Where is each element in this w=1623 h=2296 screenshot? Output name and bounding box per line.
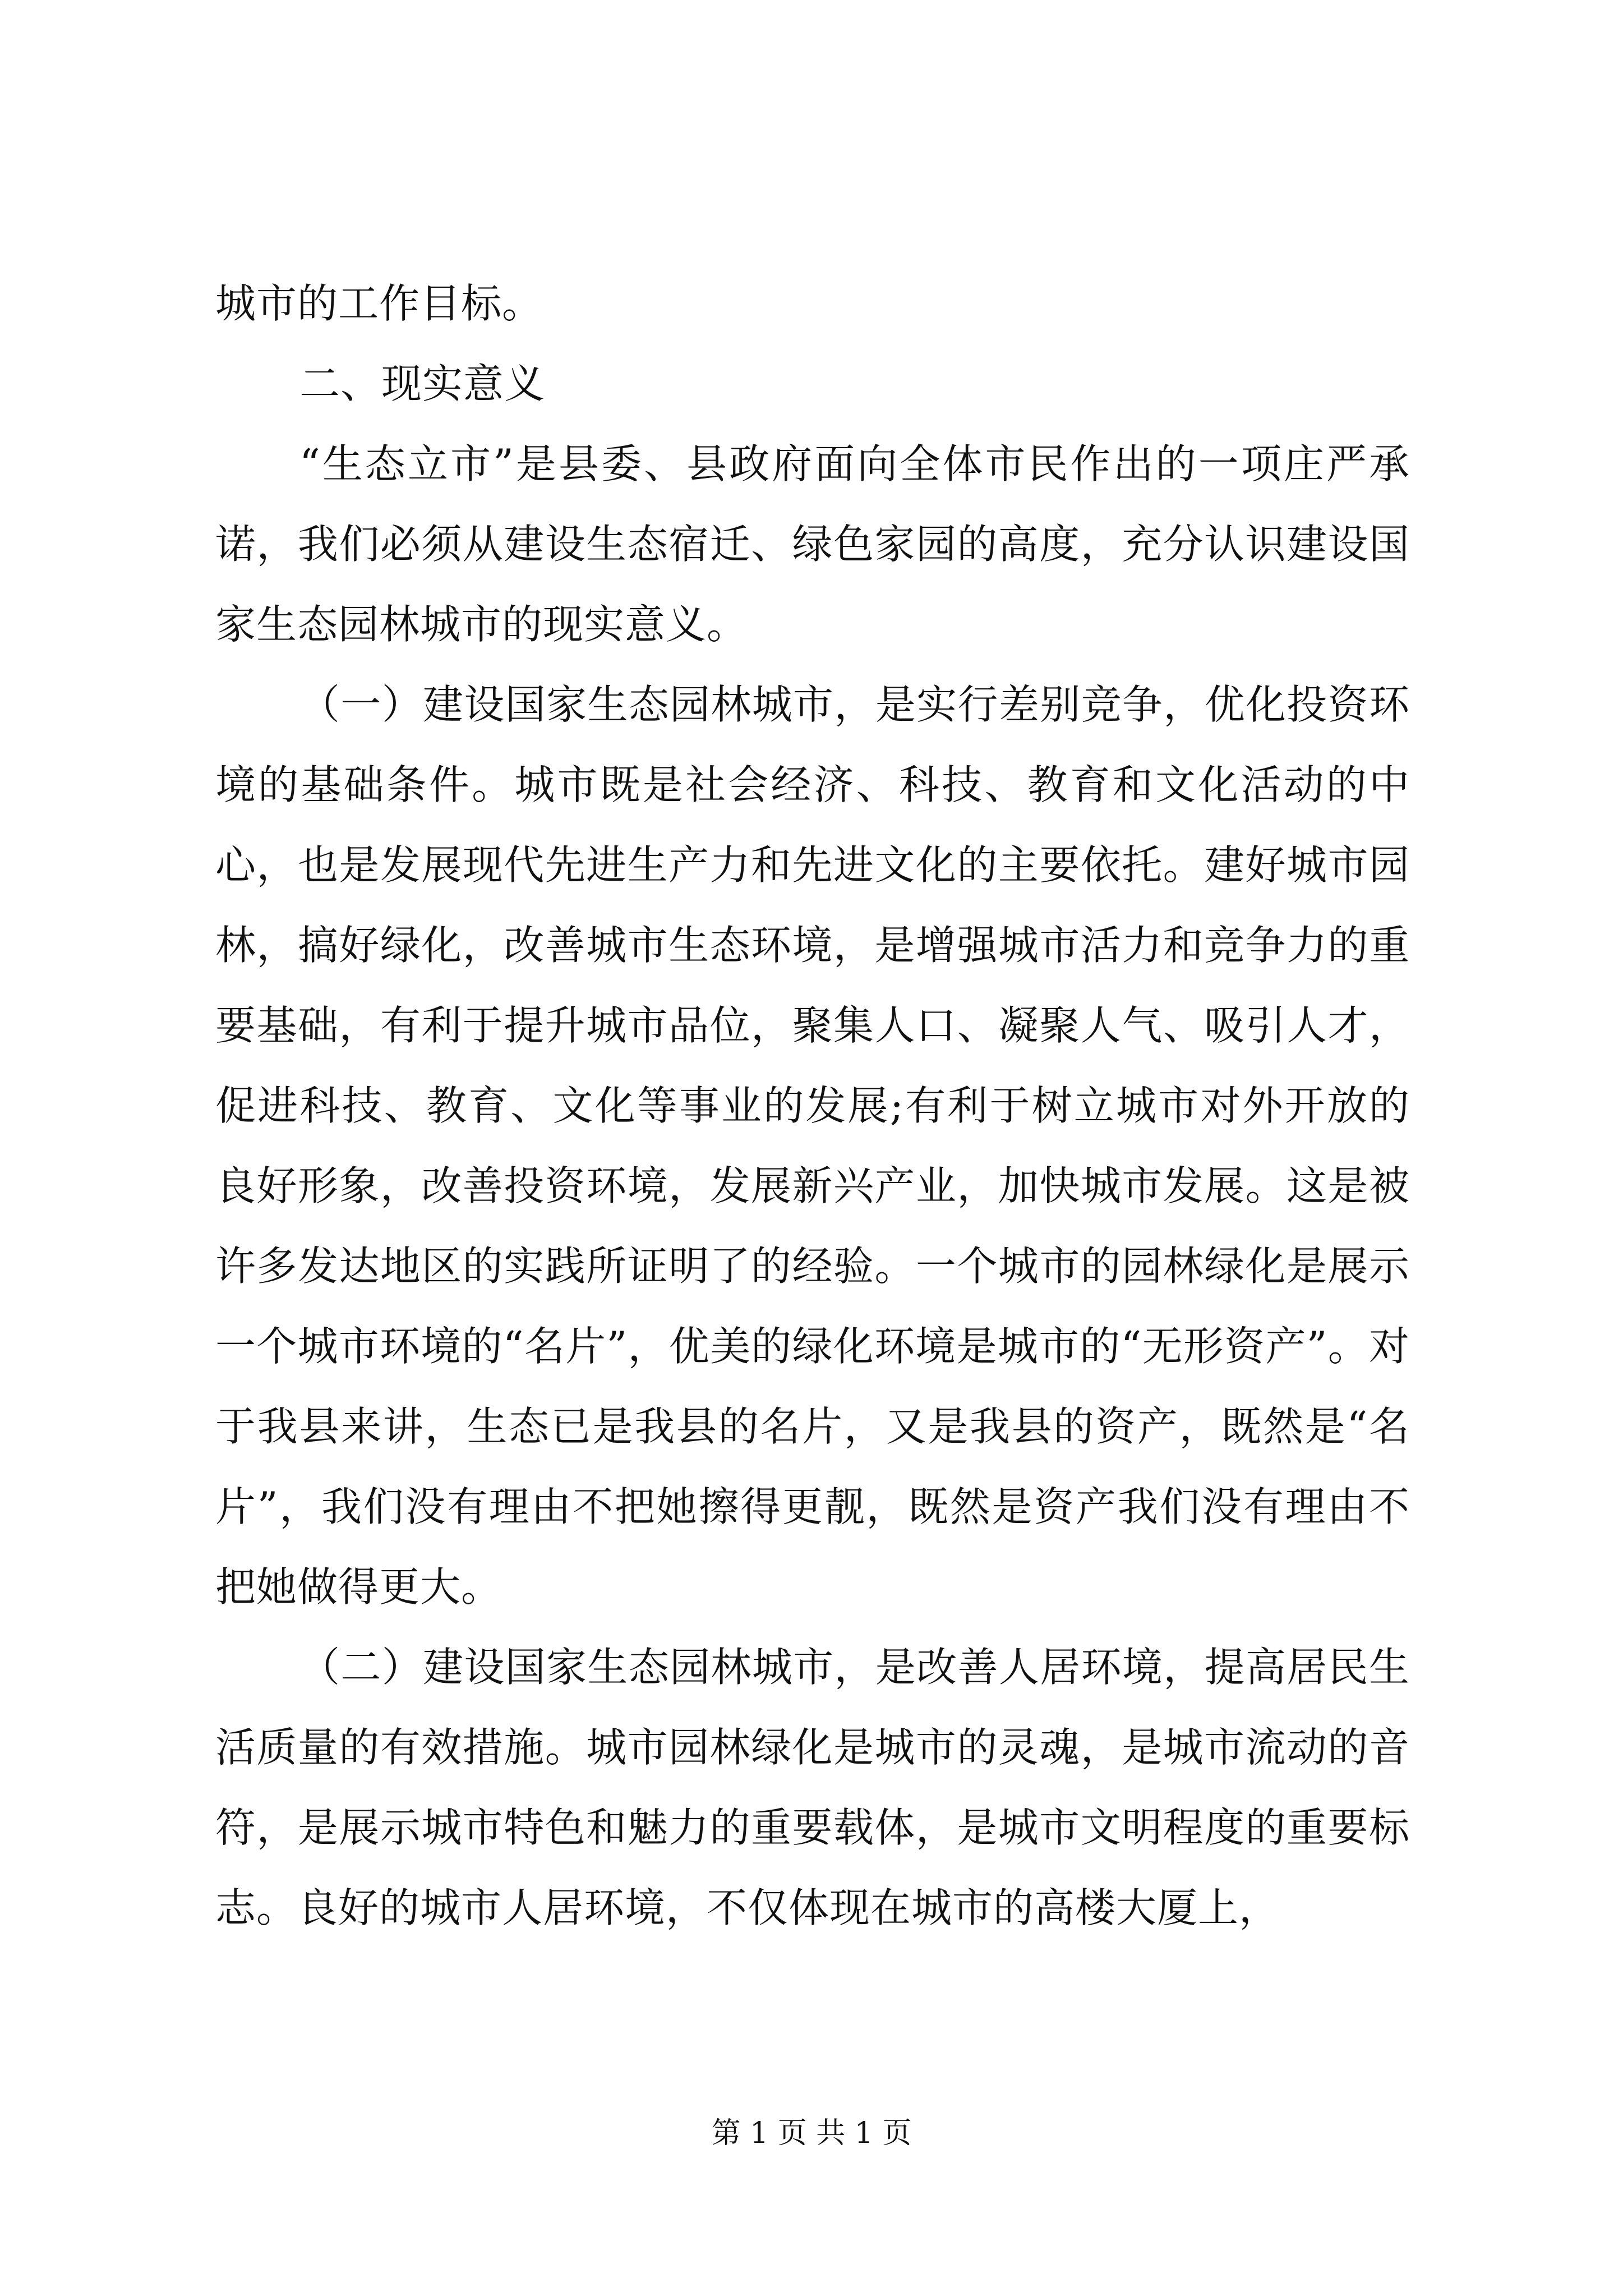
document-body (215, 264, 1410, 1948)
paragraph-3: （一）建设国家生态园林城市，是实行差别竞争，优化投资环境的基础条件。城市既是社会经济、科技、教育和文化活动的中心，也是发展现代先进生产力和先进文化的主要依托。建好城市园林，搞好绿化，改善城市生态环境，是增强城市活力和竞争力的重要基础，有利于提升城市品位，聚集人口、凝聚人气、吸引人才，促进科技、教育、文化等事业的发展;有利于树立城市对外开放的良好形象，改善投资环境，发展新兴产业，加快城市发展。这是被许多发达地区的实践所证明了的经验。一个城市的园林绿化是展示一个城市环境的“名片”，优美的绿化环境是城市的“无形资产”。对于我县来讲，生态已是我县的名片，又是我县的资产，既然是“名片”，我们没有理由不把她擦得更靓，既然是资产我们没有理由不把她做得更大。 (215, 681, 1410, 1611)
paragraph-4: （二）建设国家生态园林城市，是改善人居环境，提高居民生活质量的有效措施。城市园林绿化是城市的灵魂，是城市流动的音符，是展示城市特色和魅力的重要载体，是城市文明程度的重要标志。良好的城市人居环境，不仅体现在城市的高楼大厦上， (215, 1644, 1410, 1931)
paragraph-1: 城市的工作目标。 (215, 280, 543, 327)
section-heading: 二、现实意义 (299, 360, 546, 407)
page-number-footer: 第 1 页 共 1 页 (711, 2116, 912, 2150)
paragraph-2: “生态立市”是县委、县政府面向全体市民作出的一项庄严承诺，我们必须从建设生态宿迁、绿色家园的高度，充分认识建设国家生态园林城市的现实意义。 (215, 440, 1410, 648)
